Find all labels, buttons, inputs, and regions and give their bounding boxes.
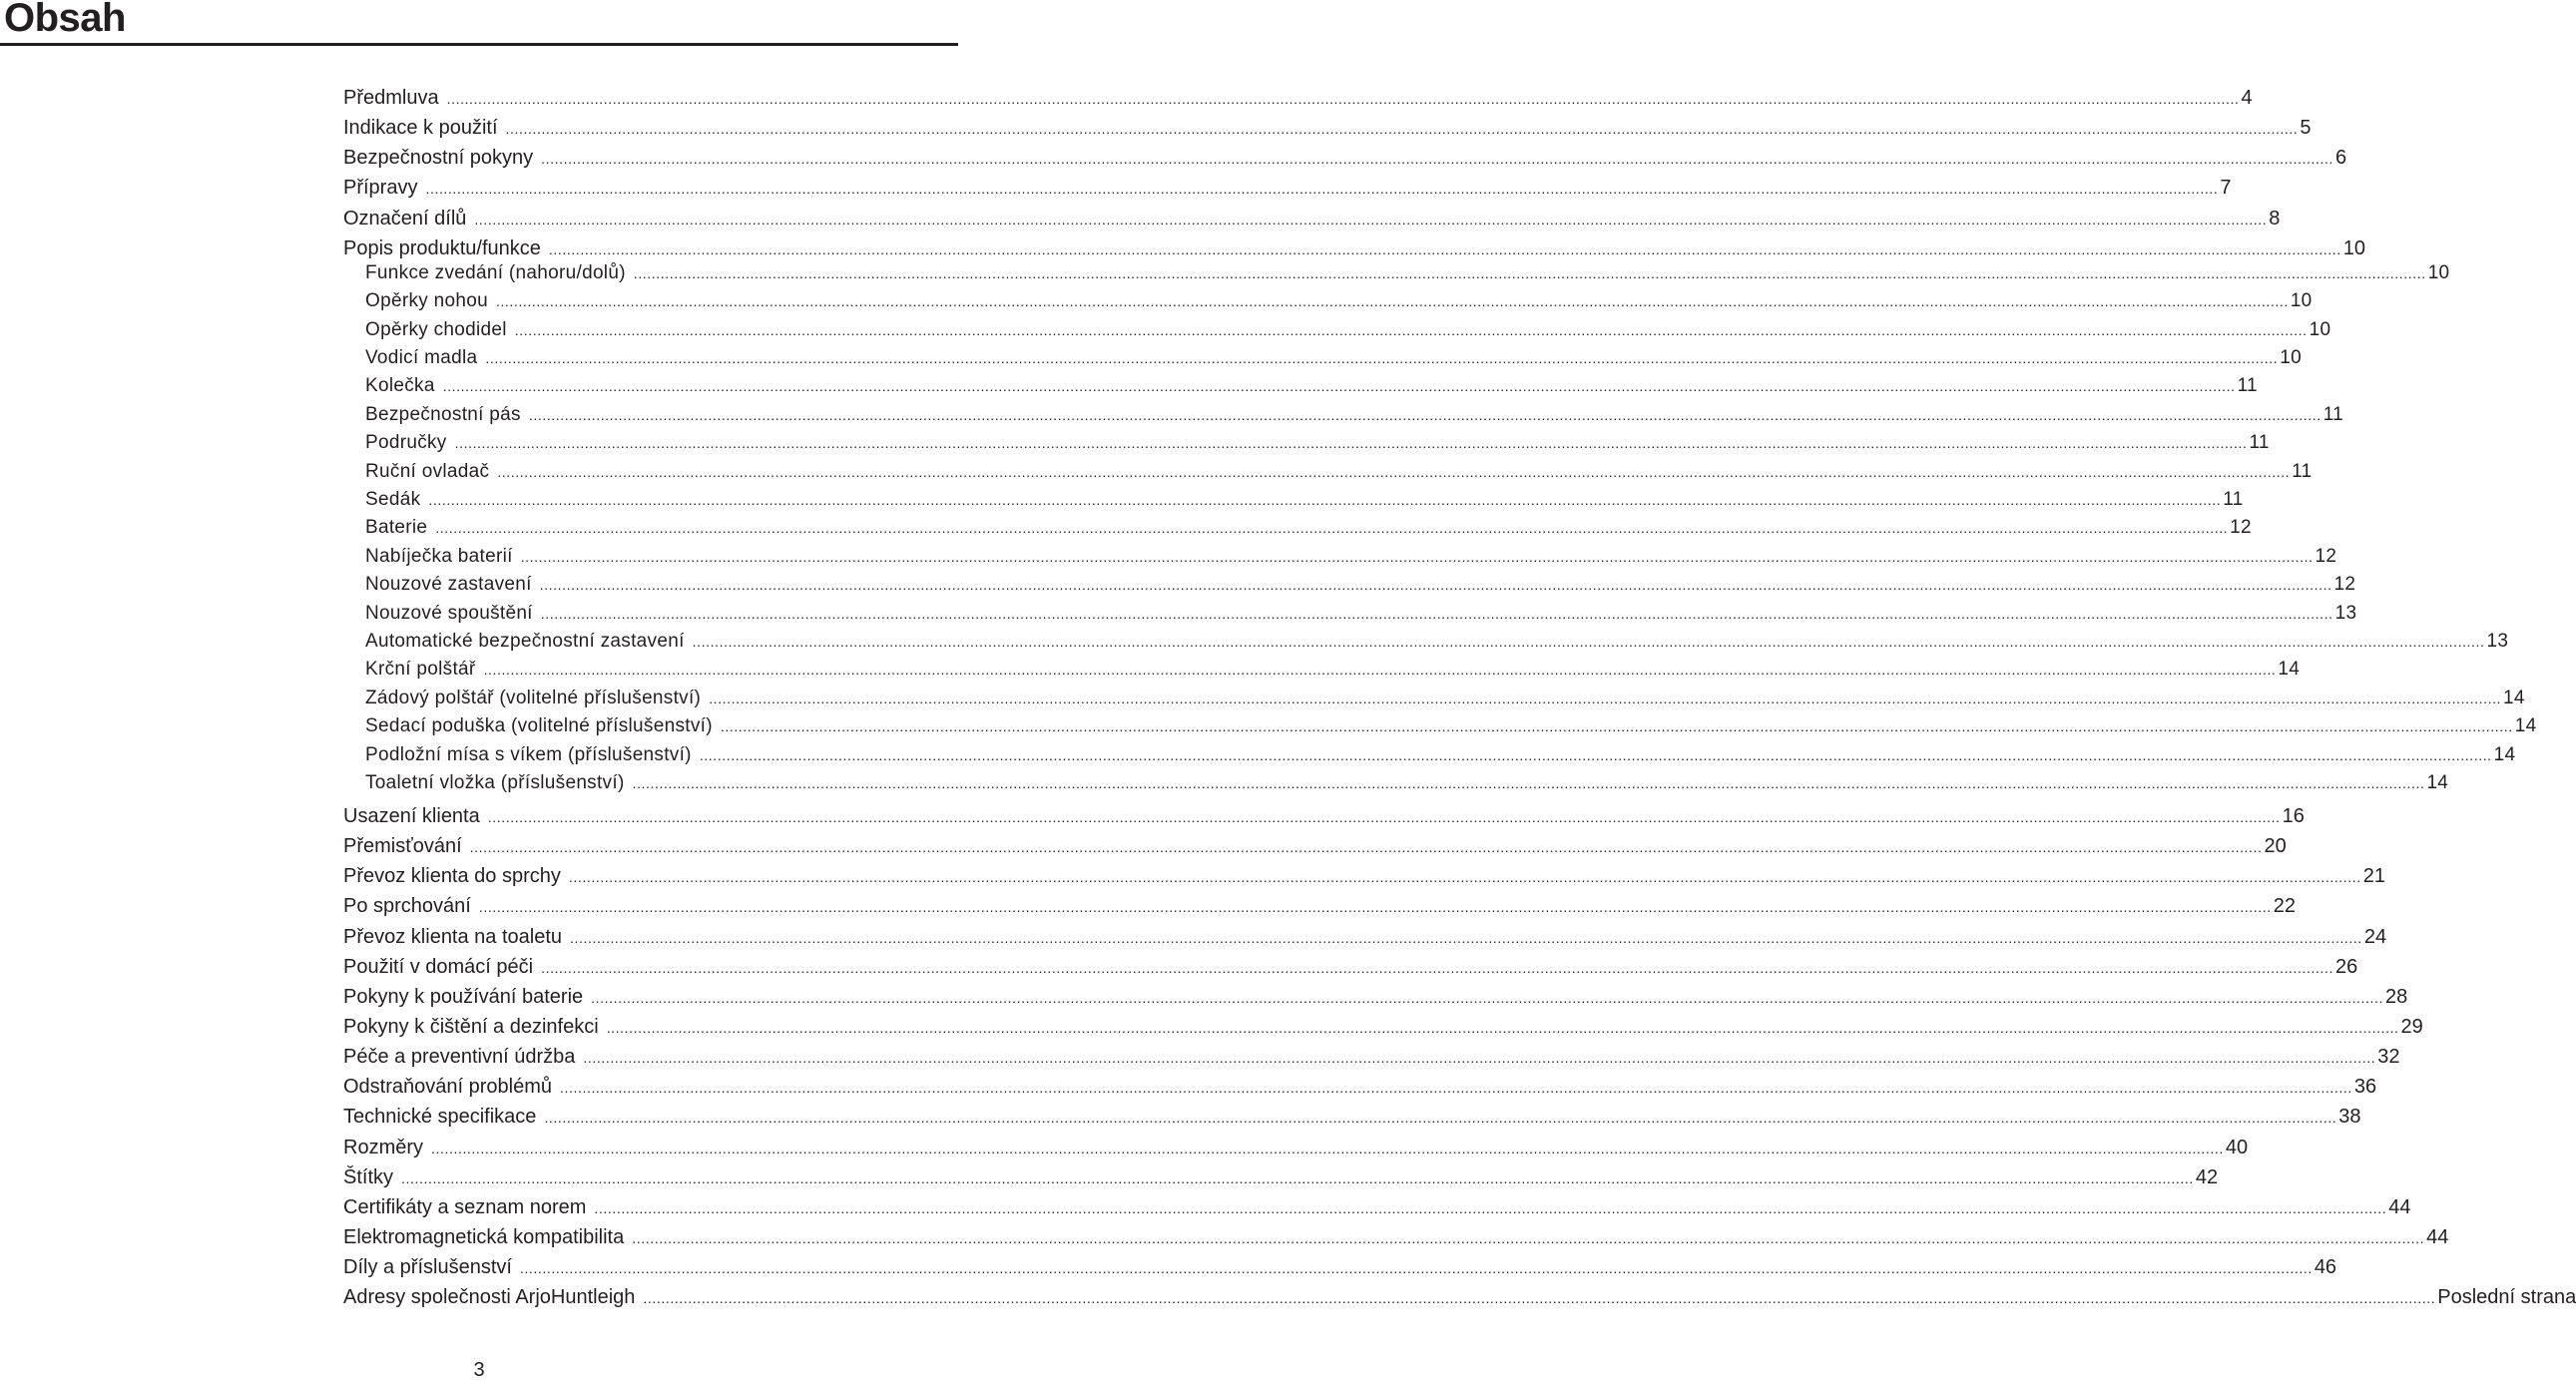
toc-entry-page: 10	[2280, 346, 2302, 368]
toc-entry-page: 14	[2503, 687, 2525, 708]
toc-entry[interactable]	[343, 206, 2281, 231]
toc-dot-leader: ................................................................................................................................................................................................................................................................................................................................................................................................................	[570, 929, 2362, 946]
toc-entry-label: Pokyny k čištění a dezinfekci	[343, 1016, 599, 1038]
toc-dot-leader: ................................................................................................................................................................................................................................................................................................................................................................................................................	[606, 1020, 2399, 1036]
toc-entry-page: 32	[2377, 1046, 2400, 1069]
toc-dot-leader: ................................................................................................................................................................................................................................................................................................................................................................................................................	[401, 1169, 2194, 1186]
toc-entry[interactable]	[343, 1224, 2449, 1250]
toc-entry[interactable]	[365, 289, 2313, 313]
toc-entry[interactable]	[365, 714, 2537, 738]
toc-entry[interactable]	[365, 516, 2252, 540]
toc-entry-page: 36	[2353, 1076, 2377, 1099]
toc-entry-label: Péče a preventivní údržba	[343, 1046, 576, 1069]
toc-dot-leader: ................................................................................................................................................................................................................................................................................................................................................................................................................	[520, 548, 2314, 565]
toc-dot-leader: ................................................................................................................................................................................................................................................................................................................................................................................................................	[469, 839, 2263, 856]
toc-entry[interactable]	[365, 403, 2344, 427]
toc-entry-label: Zádový polštář (volitelné příslušenství)	[365, 687, 702, 708]
toc-dot-leader: ................................................................................................................................................................................................................................................................................................................................................................................................................	[519, 1260, 2313, 1277]
toc-entry-page: 24	[2363, 925, 2387, 948]
toc-dot-leader: ................................................................................................................................................................................................................................................................................................................................................................................................................	[720, 718, 2513, 735]
toc-entry-label: Certifikáty a seznam norem	[343, 1195, 587, 1218]
toc-entry-page: 11	[2223, 488, 2244, 510]
toc-entry-page: 14	[2278, 659, 2301, 681]
toc-entry-page: Poslední strana	[2437, 1286, 2576, 1309]
toc-entry-label: Označení dílů	[343, 207, 467, 230]
toc-entry-page: 13	[2486, 630, 2509, 652]
toc-entry-label: Automatické bezpečnostní zastavení	[365, 630, 685, 652]
toc-entry-label: Baterie	[365, 517, 428, 539]
toc-entry-label: Podložní mísa s víkem (příslušenství)	[365, 743, 692, 765]
toc-entry-page: 11	[2249, 432, 2270, 454]
toc-entry[interactable]	[365, 374, 2258, 398]
toc-dot-leader: ................................................................................................................................................................................................................................................................................................................................................................................................................	[541, 959, 2333, 976]
toc-entry-label: Kolečka	[365, 375, 435, 397]
toc-dot-leader: ................................................................................................................................................................................................................................................................................................................................................................................................................	[514, 321, 2308, 338]
toc-entry-label: Přípravy	[343, 177, 418, 200]
toc-entry-label: Sedák	[365, 488, 421, 510]
toc-entry[interactable]	[343, 954, 2358, 980]
toc-entry[interactable]	[365, 318, 2331, 342]
toc-dot-leader: ................................................................................................................................................................................................................................................................................................................................................................................................................	[560, 1080, 2352, 1097]
toc-dot-leader: ................................................................................................................................................................................................................................................................................................................................................................................................................	[474, 211, 2268, 228]
toc-entry-page: 16	[2282, 804, 2305, 827]
toc-entry[interactable]	[343, 833, 2287, 859]
toc-dot-leader: ................................................................................................................................................................................................................................................................................................................................................................................................................	[442, 378, 2236, 395]
toc-entry-label: Ruční ovladač	[365, 460, 490, 482]
toc-entry-page: 22	[2273, 895, 2296, 918]
toc-entry[interactable]	[343, 1014, 2423, 1040]
toc-entry-page: 13	[2334, 602, 2357, 624]
toc-entry-label: Díly a příslušenství	[343, 1256, 512, 1279]
toc-entry[interactable]	[343, 1044, 2400, 1070]
toc-dot-leader: ................................................................................................................................................................................................................................................................................................................................................................................................................	[632, 1230, 2425, 1247]
toc-entry[interactable]	[343, 803, 2305, 829]
toc-entry-page: 7	[2220, 177, 2232, 200]
toc-dot-leader: ................................................................................................................................................................................................................................................................................................................................................................................................................	[548, 240, 2341, 257]
toc-dot-leader: ................................................................................................................................................................................................................................................................................................................................................................................................................	[591, 989, 2383, 1006]
toc-entry-label: Přemisťování	[343, 835, 462, 858]
toc-entry-page: 12	[2230, 517, 2252, 539]
toc-entry[interactable]	[343, 984, 2408, 1010]
toc-entry-page: 10	[2290, 290, 2313, 312]
toc-entry-page: 11	[2237, 375, 2258, 397]
toc-entry[interactable]	[365, 488, 2244, 512]
toc-entry-page: 42	[2195, 1165, 2219, 1188]
toc-entry-page: 12	[2315, 545, 2337, 567]
page-number: 3	[473, 1359, 485, 1381]
toc-entry[interactable]	[343, 235, 2366, 261]
toc-entry-page: 11	[2292, 460, 2313, 482]
toc-entry[interactable]	[343, 1104, 2361, 1130]
toc-dot-leader: ................................................................................................................................................................................................................................................................................................................................................................................................................	[643, 1290, 2436, 1307]
toc-dot-leader: ................................................................................................................................................................................................................................................................................................................................................................................................................	[428, 491, 2222, 508]
toc-entry[interactable]	[343, 145, 2347, 171]
toc-entry-label: Elektromagnetická kompatibilita	[343, 1226, 625, 1249]
toc-entry-page: 5	[2300, 117, 2312, 140]
toc-entry-page: 14	[2514, 715, 2537, 737]
toc-entry-label: Indikace k použití	[343, 117, 498, 140]
toc-entry-page: 26	[2334, 955, 2358, 978]
page-title: Obsah	[4, 0, 126, 40]
toc-dot-leader: ................................................................................................................................................................................................................................................................................................................................................................................................................	[539, 577, 2332, 594]
toc-dot-leader: ................................................................................................................................................................................................................................................................................................................................................................................................................	[485, 349, 2279, 366]
toc-entry-page: 38	[2338, 1106, 2361, 1129]
toc-entry-page: 14	[2426, 771, 2449, 793]
toc-entry[interactable]	[343, 1254, 2337, 1280]
toc-dot-leader: ................................................................................................................................................................................................................................................................................................................................................................................................................	[454, 435, 2248, 452]
toc-entry-page: 20	[2264, 835, 2287, 858]
toc-entry-label: Funkce zvedání (nahoru/dolů)	[365, 261, 626, 283]
toc-entry-page: 12	[2333, 574, 2356, 596]
toc-dot-leader: ................................................................................................................................................................................................................................................................................................................................................................................................................	[594, 1199, 2387, 1216]
toc-entry[interactable]	[365, 261, 2450, 285]
toc-dot-leader: ................................................................................................................................................................................................................................................................................................................................................................................................................	[540, 605, 2333, 622]
toc-entry-label: Krční polštář	[365, 659, 476, 681]
toc-entry-page: 21	[2362, 865, 2385, 888]
toc-entry[interactable]	[365, 573, 2356, 597]
toc-entry-label: Opěrky chodidel	[365, 318, 507, 340]
toc-entry-page: 8	[2269, 207, 2281, 230]
toc-entry-label: Rozměry	[343, 1136, 424, 1158]
toc-entry-page: 6	[2334, 147, 2347, 170]
toc-entry-label: Adresy společnosti ArjoHuntleigh	[343, 1286, 636, 1309]
toc-entry[interactable]	[343, 893, 2296, 919]
toc-entry[interactable]	[365, 771, 2449, 795]
toc-dot-leader: ................................................................................................................................................................................................................................................................................................................................................................................................................	[544, 1110, 2337, 1127]
toc-entry-page: 10	[2427, 261, 2450, 283]
toc-entry[interactable]	[343, 175, 2232, 201]
toc-dot-leader: ................................................................................................................................................................................................................................................................................................................................................................................................................	[541, 151, 2333, 168]
toc-entry[interactable]	[365, 687, 2525, 710]
toc-entry-label: Bezpečnostní pás	[365, 403, 521, 425]
toc-entry-label: Použití v domácí péči	[343, 955, 534, 978]
toc-entry-page: 10	[2309, 318, 2331, 340]
toc-entry-label: Sedací poduška (volitelné příslušenství)	[365, 715, 713, 737]
toc-entry[interactable]	[343, 1074, 2377, 1100]
toc-entry[interactable]	[343, 85, 2253, 111]
toc-entry[interactable]	[343, 863, 2385, 889]
toc-entry[interactable]	[365, 658, 2301, 682]
toc-entry-label: Nouzové spouštění	[365, 602, 533, 624]
toc-dot-leader: ................................................................................................................................................................................................................................................................................................................................................................................................................	[583, 1050, 2376, 1067]
toc-dot-leader: ................................................................................................................................................................................................................................................................................................................................................................................................................	[497, 463, 2291, 480]
toc-entry-label: Nouzové zastavení	[365, 574, 532, 596]
toc-entry-label: Předmluva	[343, 87, 439, 109]
toc-dot-leader: ................................................................................................................................................................................................................................................................................................................................................................................................................	[425, 181, 2219, 198]
toc-dot-leader: ................................................................................................................................................................................................................................................................................................................................................................................................................	[435, 520, 2229, 537]
toc-entry[interactable]	[343, 924, 2387, 950]
toc-dot-leader: ................................................................................................................................................................................................................................................................................................................................................................................................................	[483, 662, 2277, 679]
toc-entry-label: Usazení klienta	[343, 804, 480, 827]
toc-entry[interactable]	[343, 1164, 2219, 1190]
toc-entry-page: 4	[2241, 87, 2253, 109]
toc-dot-leader: ................................................................................................................................................................................................................................................................................................................................................................................................................	[699, 746, 2492, 763]
toc-entry-page: 46	[2314, 1256, 2337, 1279]
toc-entry-page: 40	[2225, 1136, 2249, 1158]
toc-entry-label: Područky	[365, 432, 447, 454]
toc-dot-leader: ................................................................................................................................................................................................................................................................................................................................................................................................................	[692, 633, 2485, 650]
toc-entry-label: Popis produktu/funkce	[343, 236, 541, 259]
toc-entry-label: Nabíječka baterií	[365, 545, 513, 567]
toc-entry[interactable]	[365, 431, 2270, 455]
toc-dot-leader: ................................................................................................................................................................................................................................................................................................................................................................................................................	[495, 293, 2289, 310]
toc-dot-leader: ................................................................................................................................................................................................................................................................................................................................................................................................................	[568, 869, 2361, 886]
toc-entry[interactable]	[365, 460, 2313, 484]
toc-entry[interactable]	[365, 602, 2357, 626]
toc-dot-leader: ................................................................................................................................................................................................................................................................................................................................................................................................................	[709, 690, 2502, 706]
toc-entry[interactable]	[365, 630, 2509, 654]
toc-entry-page: 11	[2322, 403, 2344, 425]
toc-entry[interactable]	[365, 545, 2337, 569]
toc-entry-page: 44	[2388, 1195, 2411, 1218]
toc-entry[interactable]	[343, 1194, 2411, 1220]
toc-entry-label: Převoz klienta do sprchy	[343, 865, 561, 888]
toc-dot-leader: ................................................................................................................................................................................................................................................................................................................................................................................................................	[528, 406, 2321, 423]
toc-dot-leader: ................................................................................................................................................................................................................................................................................................................................................................................................................	[487, 808, 2281, 825]
toc-entry-label: Štítky	[343, 1165, 394, 1188]
toc-entry[interactable]	[343, 1284, 2576, 1310]
toc-entry-page: 44	[2426, 1226, 2449, 1249]
toc-entry-label: Vodicí madla	[365, 346, 478, 368]
toc-entry-label: Opěrky nohou	[365, 290, 488, 312]
toc-entry-label: Bezpečnostní pokyny	[343, 147, 534, 170]
toc-entry-page: 28	[2385, 985, 2408, 1008]
toc-entry-label: Odstraňování problémů	[343, 1076, 553, 1099]
toc-entry-label: Pokyny k používání baterie	[343, 985, 584, 1008]
toc-dot-leader: ................................................................................................................................................................................................................................................................................................................................................................................................................	[633, 264, 2426, 281]
toc-entry-page: 14	[2493, 743, 2516, 765]
toc-entry[interactable]	[343, 1135, 2249, 1160]
toc-dot-leader: ................................................................................................................................................................................................................................................................................................................................................................................................................	[446, 91, 2240, 107]
toc-entry-label: Toaletní vložka (příslušenství)	[365, 771, 625, 793]
toc-dot-leader: ................................................................................................................................................................................................................................................................................................................................................................................................................	[505, 121, 2299, 138]
toc-entry[interactable]	[343, 115, 2312, 141]
toc-entry[interactable]	[365, 346, 2302, 370]
toc-entry-label: Převoz klienta na toaletu	[343, 925, 563, 948]
toc-entry-page: 29	[2400, 1016, 2423, 1038]
toc-entry-page: 10	[2342, 236, 2366, 259]
toc-entry-label: Technické specifikace	[343, 1106, 537, 1129]
toc-dot-leader: ................................................................................................................................................................................................................................................................................................................................................................................................................	[431, 1140, 2224, 1156]
toc-dot-leader: ................................................................................................................................................................................................................................................................................................................................................................................................................	[478, 899, 2272, 916]
toc-dot-leader: ................................................................................................................................................................................................................................................................................................................................................................................................................	[632, 774, 2425, 791]
toc-entry[interactable]	[365, 743, 2516, 767]
toc-entry-label: Po sprchování	[343, 895, 471, 918]
